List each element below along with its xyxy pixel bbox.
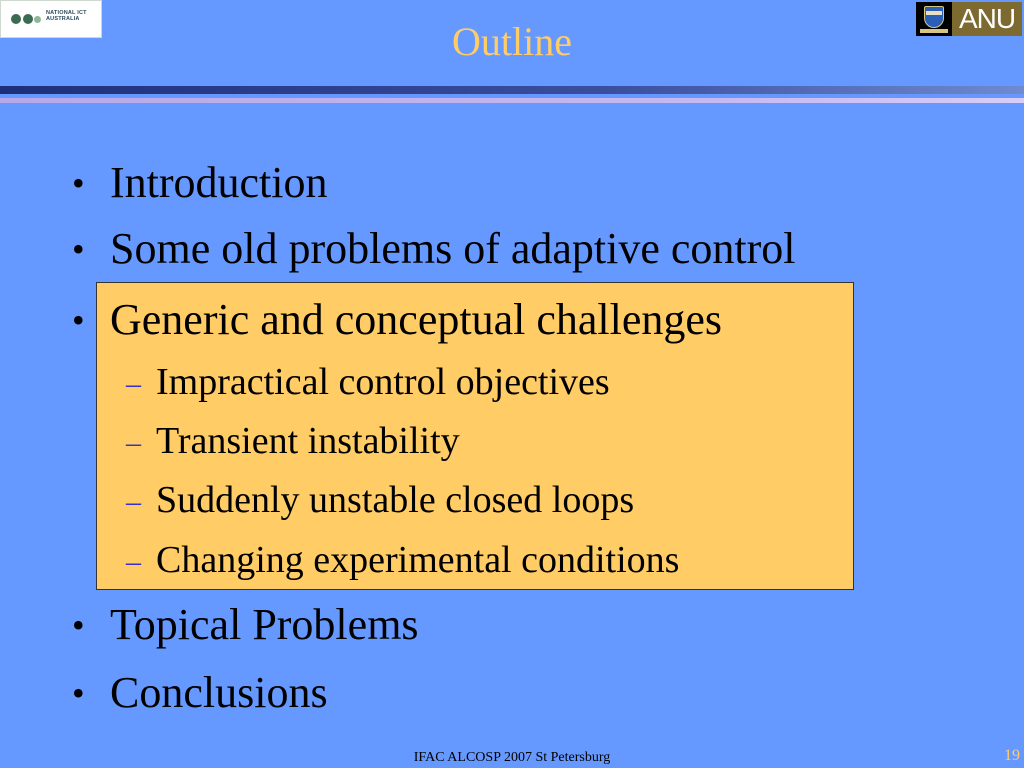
sub-bullet-text: Changing experimental conditions bbox=[156, 539, 680, 581]
bullet-text: Introduction bbox=[110, 158, 328, 207]
bullet-text: Conclusions bbox=[110, 668, 328, 717]
sub-bullet-text: Suddenly unstable closed loops bbox=[156, 479, 635, 521]
bullet-marker: • bbox=[72, 300, 85, 340]
sub-bullet-item bbox=[126, 419, 460, 463]
sub-bullet-text: Transient instability bbox=[156, 420, 460, 462]
bullet-text: Topical Problems bbox=[110, 600, 419, 649]
sub-bullet-item bbox=[126, 538, 680, 582]
sub-bullet-marker: – bbox=[126, 545, 141, 578]
sub-bullet-text: Impractical control objectives bbox=[156, 361, 610, 403]
bullet-marker: • bbox=[72, 229, 85, 269]
bullet-marker: • bbox=[72, 673, 85, 713]
sub-bullet-marker: – bbox=[126, 426, 141, 459]
sub-bullet-item bbox=[126, 478, 635, 522]
bullet-marker: • bbox=[72, 163, 85, 203]
sub-bullet-item bbox=[126, 360, 610, 404]
bullet-item bbox=[72, 224, 796, 274]
slide-title: Outline bbox=[452, 19, 572, 64]
bullet-item bbox=[72, 600, 419, 650]
footer-text: IFAC ALCOSP 2007 St Petersburg bbox=[413, 750, 611, 765]
sub-bullet-marker: – bbox=[126, 485, 141, 518]
anu-wordmark: ANU bbox=[952, 2, 1022, 36]
bullet-item bbox=[72, 295, 723, 345]
bullet-marker: • bbox=[72, 605, 85, 645]
bullet-text: Some old problems of adaptive control bbox=[110, 224, 796, 273]
sub-bullet-marker: – bbox=[126, 367, 141, 400]
page-number: 19 bbox=[1004, 747, 1020, 764]
bullet-item bbox=[72, 158, 328, 208]
logo-text: NATIONAL ICT AUSTRALIA bbox=[46, 10, 87, 22]
bullet-item bbox=[72, 668, 328, 718]
bullet-text: Generic and conceptual challenges bbox=[110, 295, 723, 344]
